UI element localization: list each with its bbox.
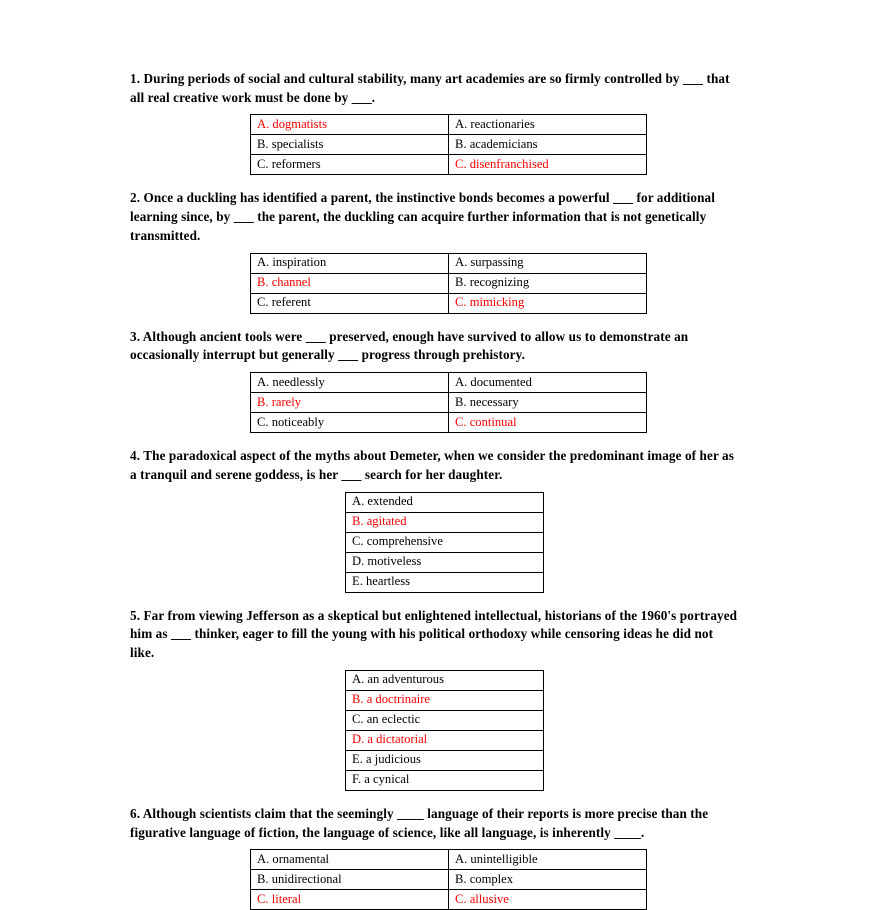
option-cell[interactable]: A. documented <box>449 373 647 393</box>
option-cell[interactable]: C. referent <box>251 293 449 313</box>
option-row <box>251 393 647 413</box>
question-stem: 5. Far from viewing Jefferson as a skeptical but enlightened intellectual, historians of the 1960's portrayed him as ___ thinker, eager to fill the young with his political orthodoxy while censoring ideas he did not like. <box>130 607 738 661</box>
option-row <box>346 492 544 512</box>
option-cell[interactable]: B. specialists <box>251 135 449 155</box>
option-row <box>346 770 544 790</box>
option-row <box>346 512 544 532</box>
options-wrap <box>130 114 740 175</box>
option-row <box>251 870 647 890</box>
question-stem: 1. During periods of social and cultural stability, many art academies are so firmly controlled by ___ that all real creative work must be done by ___. <box>130 71 730 105</box>
option-cell[interactable]: B. rarely <box>251 393 449 413</box>
option-cell[interactable]: C. continual <box>449 413 647 433</box>
option-row <box>251 135 647 155</box>
option-cell[interactable]: A. unintelligible <box>449 850 647 870</box>
question-block <box>130 805 740 910</box>
option-cell[interactable]: A. extended <box>346 492 544 512</box>
question-stem: 6. Although scientists claim that the seemingly ____ language of their reports is more precise than the figurative language of fiction, the language of science, like all language, is inherently ____. <box>130 805 709 840</box>
option-cell[interactable]: F. a cynical <box>346 770 544 790</box>
option-row <box>251 850 647 870</box>
option-cell[interactable]: A. needlessly <box>251 373 449 393</box>
option-row <box>346 710 544 730</box>
options-table <box>250 114 647 175</box>
question-stem: 2. Once a duckling has identified a parent, the instinctive bonds becomes a powerful ___ for additional learning since, by ___ the parent, the duckling can acquire further information that is not genetically transmitted. <box>130 190 715 243</box>
option-cell[interactable]: B. complex <box>449 870 647 890</box>
option-cell[interactable]: E. heartless <box>346 572 544 592</box>
option-row <box>346 572 544 592</box>
options-table <box>345 492 544 593</box>
option-cell[interactable]: A. inspiration <box>251 253 449 273</box>
option-row <box>251 115 647 135</box>
question-block <box>130 189 740 313</box>
option-cell[interactable]: C. an eclectic <box>346 710 544 730</box>
option-cell[interactable]: B. a doctrinaire <box>346 690 544 710</box>
option-cell[interactable]: C. comprehensive <box>346 532 544 552</box>
options-wrap <box>130 492 740 593</box>
option-cell[interactable]: A. surpassing <box>449 253 647 273</box>
question-block <box>130 70 740 175</box>
options-table <box>345 670 544 791</box>
option-row <box>346 750 544 770</box>
questions-container <box>130 70 740 910</box>
option-cell[interactable]: B. agitated <box>346 512 544 532</box>
option-row <box>346 670 544 690</box>
option-cell[interactable]: C. disenfranchised <box>449 155 647 175</box>
options-wrap <box>130 670 740 791</box>
option-cell[interactable]: E. a judicious <box>346 750 544 770</box>
options-table <box>250 849 647 910</box>
options-wrap <box>130 372 740 433</box>
option-cell[interactable]: C. mimicking <box>449 293 647 313</box>
option-row <box>251 890 647 910</box>
option-cell[interactable]: A. ornamental <box>251 850 449 870</box>
option-cell[interactable]: B. necessary <box>449 393 647 413</box>
options-wrap <box>130 253 740 314</box>
question-stem: 3. Although ancient tools were ___ preserved, enough have survived to allow us to demonstrate an occasionally interrupt but generally ___ progress through prehistory. <box>130 328 689 363</box>
option-row <box>251 273 647 293</box>
option-cell[interactable]: A. dogmatists <box>251 115 449 135</box>
options-wrap <box>130 849 740 910</box>
options-table <box>250 253 647 314</box>
option-row <box>346 552 544 572</box>
option-cell[interactable]: B. channel <box>251 273 449 293</box>
question-block <box>130 328 740 433</box>
option-cell[interactable]: B. unidirectional <box>251 870 449 890</box>
option-cell[interactable]: B. recognizing <box>449 273 647 293</box>
option-cell[interactable]: C. noticeably <box>251 413 449 433</box>
option-row <box>346 690 544 710</box>
option-cell[interactable]: D. a dictatorial <box>346 730 544 750</box>
question-stem: 4. The paradoxical aspect of the myths about Demeter, when we consider the predominant image of her as a tranquil and serene goddess, is her ___ search for her daughter. <box>130 448 734 482</box>
option-cell[interactable]: C. literal <box>251 890 449 910</box>
option-cell[interactable]: C. reformers <box>251 155 449 175</box>
option-cell[interactable]: C. allusive <box>449 890 647 910</box>
options-table <box>250 372 647 433</box>
question-block <box>130 607 740 791</box>
option-row <box>346 532 544 552</box>
option-cell[interactable]: B. academicians <box>449 135 647 155</box>
option-row <box>251 155 647 175</box>
option-row <box>251 413 647 433</box>
option-cell[interactable]: A. reactionaries <box>449 115 647 135</box>
option-row <box>251 253 647 273</box>
option-cell[interactable]: D. motiveless <box>346 552 544 572</box>
option-cell[interactable]: A. an adventurous <box>346 670 544 690</box>
option-row <box>251 373 647 393</box>
question-block <box>130 447 740 592</box>
option-row <box>251 293 647 313</box>
option-row <box>346 730 544 750</box>
